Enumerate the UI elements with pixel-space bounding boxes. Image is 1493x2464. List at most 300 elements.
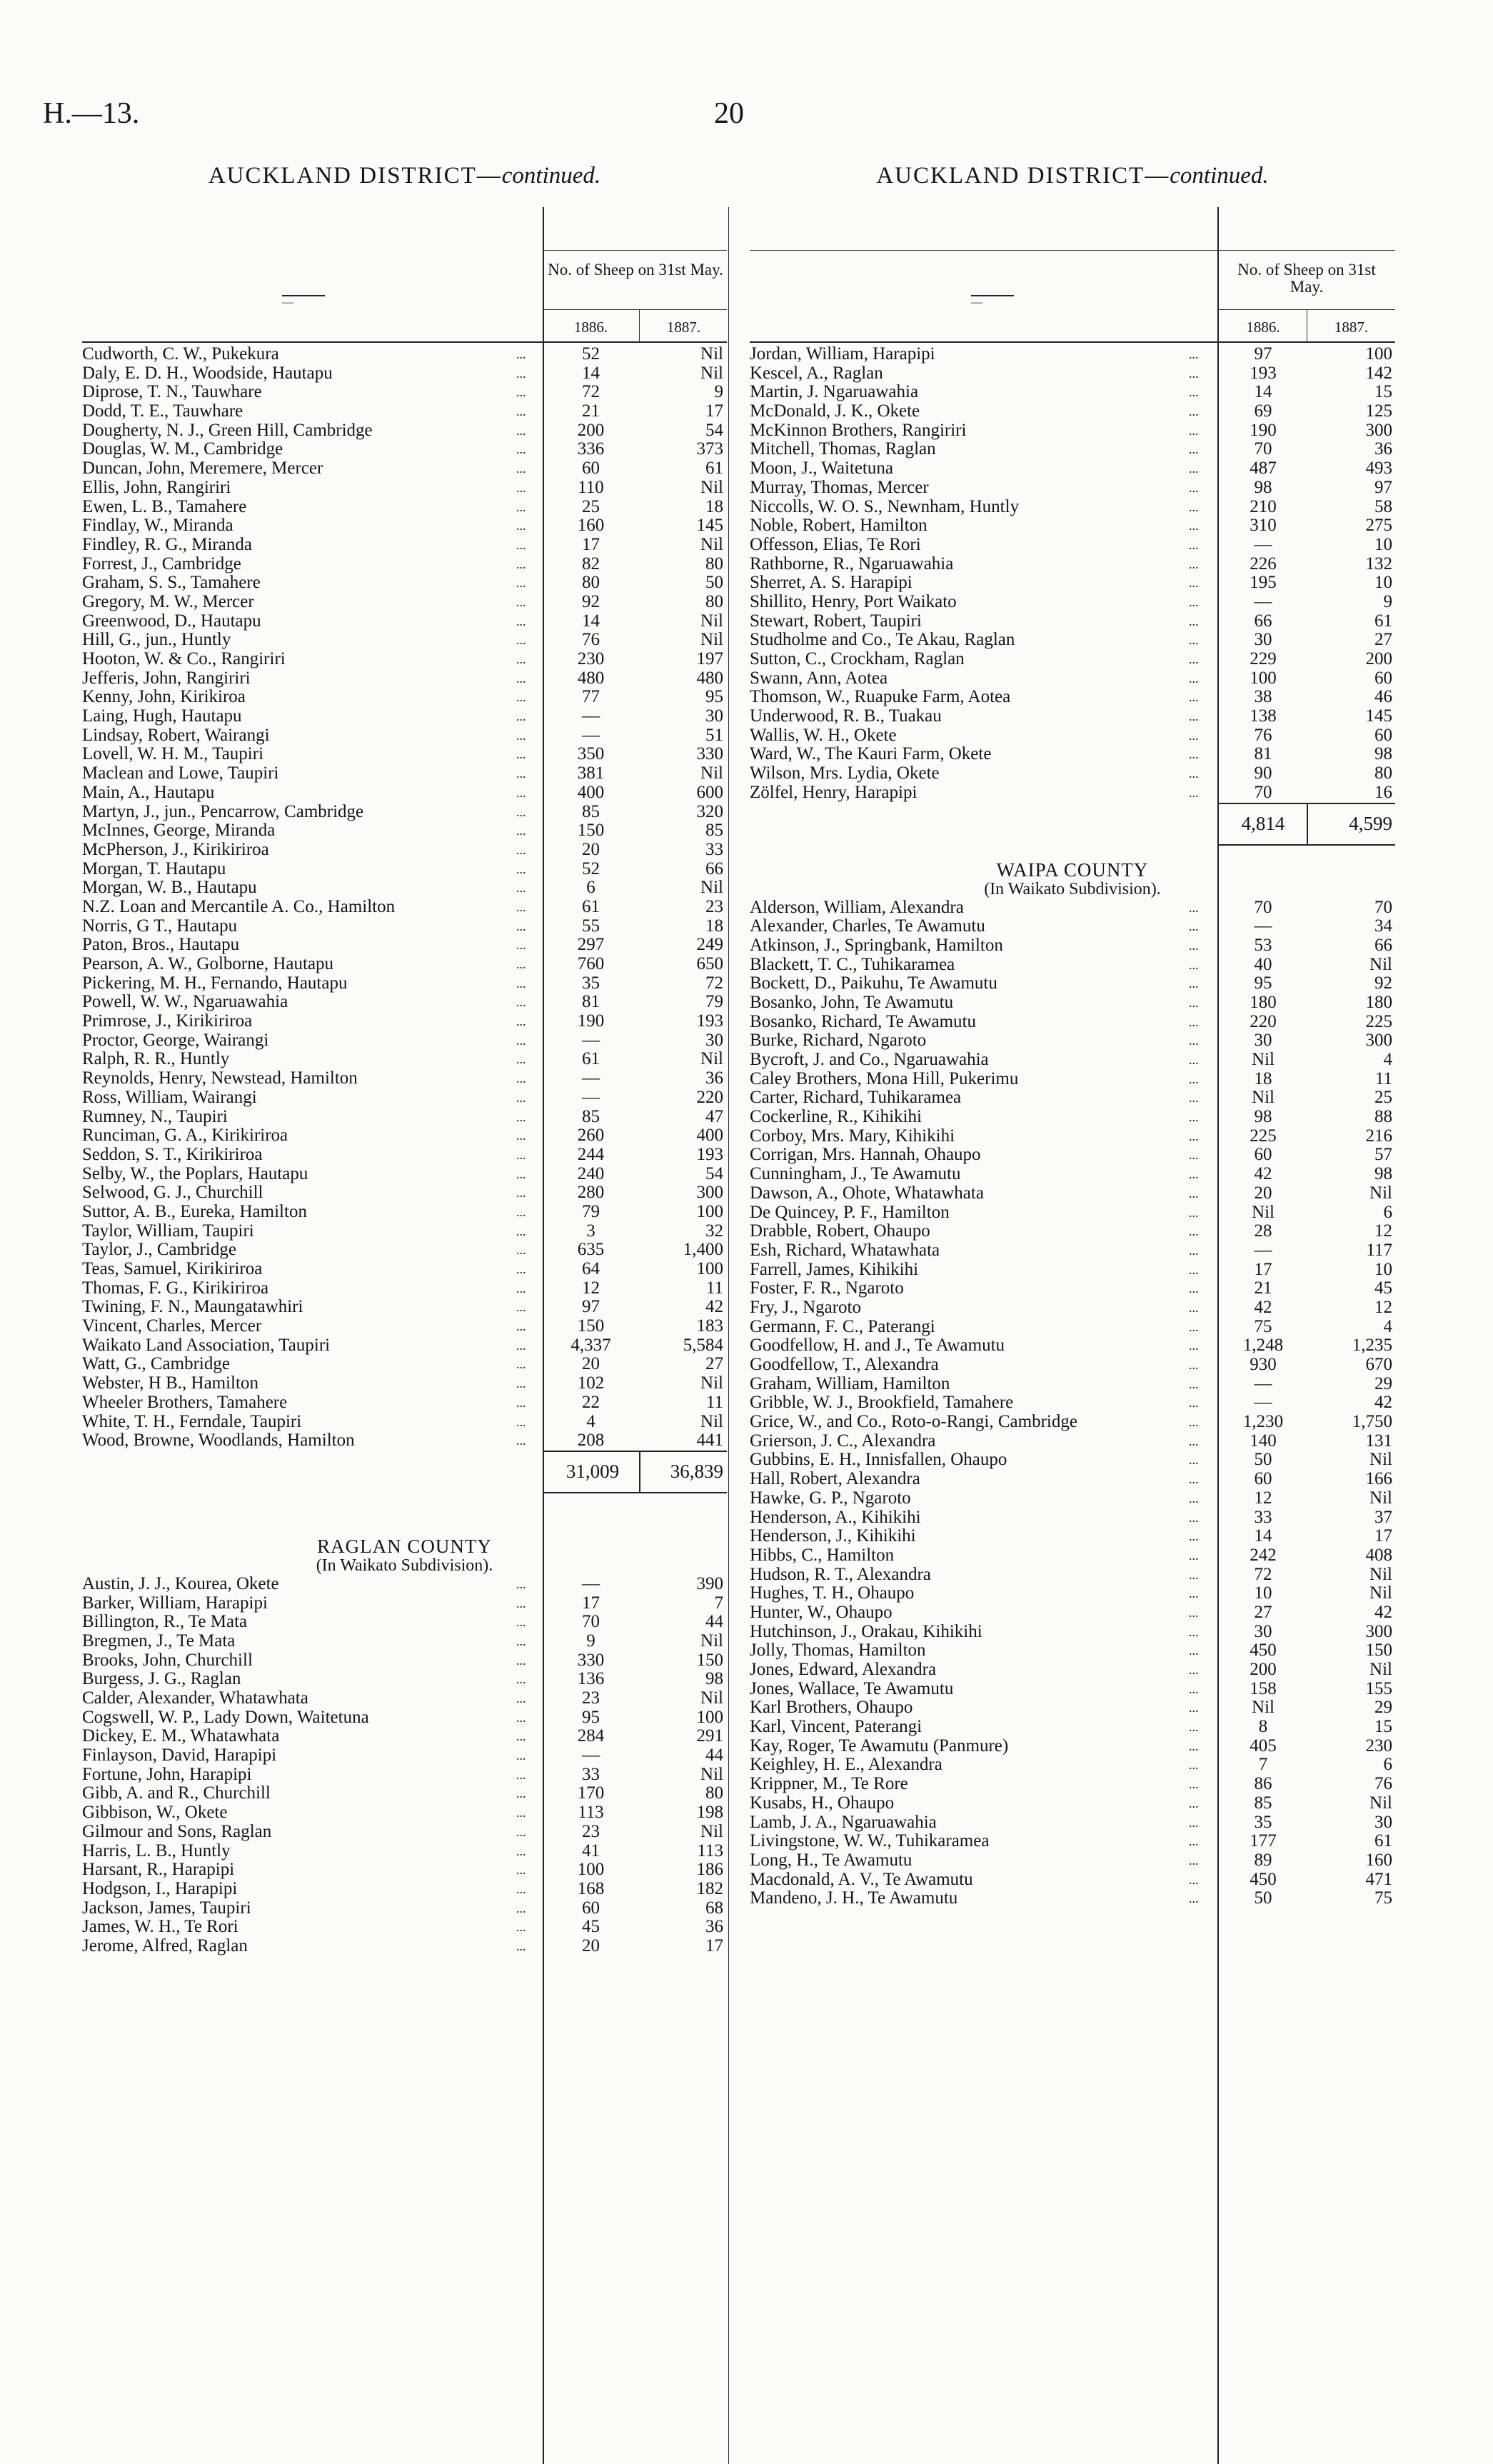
table-row: [750, 1546, 1395, 1566]
table-row: [82, 745, 727, 764]
leader-dots: ...: [516, 1204, 526, 1219]
sheep-1886: —: [1254, 591, 1272, 611]
table-row: [750, 1165, 1395, 1184]
sheep-1886: 14: [582, 611, 600, 631]
entry-name: Henderson, A., Kihikihi: [750, 1508, 921, 1527]
entry-name: Fry, J., Ngaroto: [750, 1298, 862, 1317]
leader-dots: ...: [516, 1376, 526, 1391]
raglan-table-body: [82, 1575, 727, 1956]
sheep-1887: 18: [705, 496, 723, 516]
sheep-1887: 95: [705, 687, 723, 707]
leader-dots: ...: [516, 423, 526, 438]
sheep-1886: 225: [1250, 1126, 1277, 1146]
sheep-1886: 158: [1250, 1678, 1277, 1698]
sheep-1886: 69: [1254, 401, 1272, 421]
sheep-1887: 183: [696, 1316, 723, 1336]
sheep-1886: 193: [1250, 363, 1277, 383]
entry-name: Niccolls, W. O. S., Newnham, Huntly: [750, 497, 1020, 516]
table-row: [750, 1680, 1395, 1699]
leader-dots: ...: [516, 1414, 526, 1429]
sheep-1886: 150: [577, 821, 605, 841]
entry-name: Wheeler Brothers, Tamahere: [82, 1393, 288, 1412]
sheep-1886: 52: [582, 344, 600, 364]
sheep-1887: 10: [1374, 534, 1392, 554]
table-row: [82, 898, 727, 917]
sheep-1886: 310: [1250, 516, 1277, 536]
sheep-1886: 23: [582, 1821, 600, 1841]
entry-name: Hill, G., jun., Huntly: [82, 631, 231, 650]
entry-name: Studholme and Co., Te Akau, Raglan: [750, 631, 1015, 650]
entry-name: Bycroft, J. and Co., Ngaruawahia: [750, 1051, 989, 1069]
sheep-1886: 95: [582, 1707, 600, 1727]
table-row: [82, 1165, 727, 1184]
table-row: [82, 440, 727, 459]
entry-name: Selwood, G. J., Churchill: [82, 1183, 263, 1203]
sheep-1886: 284: [577, 1726, 605, 1746]
sheep-1886: 70: [582, 1612, 600, 1632]
entry-name: Karl Brothers, Ohaupo: [750, 1698, 913, 1718]
table-row: [750, 1584, 1395, 1603]
sheep-1886: 14: [1254, 1526, 1272, 1546]
table-row: [82, 383, 727, 402]
sheep-1886: 190: [577, 1011, 605, 1031]
leader-dots: ...: [1189, 1243, 1199, 1258]
leader-dots: ...: [516, 594, 526, 609]
entry-name: Jolly, Thomas, Hamilton: [750, 1641, 926, 1661]
sheep-1886: 97: [1254, 344, 1272, 364]
leader-dots: ...: [516, 652, 526, 666]
entry-name: Drabble, Robert, Ohaupo: [750, 1222, 930, 1241]
sheep-1886: —: [1254, 1240, 1272, 1260]
sheep-1887: 70: [1374, 897, 1392, 917]
sheep-1887: 373: [696, 439, 723, 459]
right-table-body: [750, 345, 1395, 803]
right-title: [750, 163, 1395, 206]
table-row: [750, 1451, 1395, 1470]
leader-dots: ...: [516, 785, 526, 800]
table-row: [750, 1051, 1395, 1070]
leader-dots: ...: [516, 1843, 526, 1858]
sheep-1886: 82: [582, 554, 600, 574]
leader-dots: ...: [516, 1710, 526, 1725]
entry-name: Laing, Hugh, Hautapu: [82, 707, 242, 726]
leader-dots: ...: [516, 614, 526, 628]
entry-name: Graham, S. S., Tamahere: [82, 574, 261, 593]
sheep-1887: 300: [1365, 1621, 1392, 1641]
sheep-1886: 41: [582, 1841, 600, 1860]
sheep-1887: 330: [696, 744, 723, 764]
sheep-1886: 1,248: [1242, 1336, 1284, 1356]
entry-name: Primrose, J., Kirikiriroa: [82, 1012, 253, 1031]
entry-name: Goodfellow, H. and J., Te Awamutu: [750, 1336, 1005, 1356]
table-row: [750, 612, 1395, 631]
table-row: [750, 1775, 1395, 1794]
sheep-1886: 38: [1254, 687, 1272, 707]
table-row: [750, 421, 1395, 441]
right-year-1886: 1886.: [1246, 319, 1280, 336]
sheep-1886: 150: [577, 1316, 605, 1336]
sheep-1886: 85: [1254, 1793, 1272, 1813]
entry-name: Kescel, A., Raglan: [750, 364, 883, 383]
leader-dots: ...: [1189, 1605, 1199, 1620]
table-row: [82, 1937, 727, 1956]
sheep-1887: 10: [1374, 573, 1392, 593]
leader-dots: ...: [516, 1615, 526, 1630]
entry-name: Gribble, W. J., Brookfield, Tamahere: [750, 1393, 1014, 1413]
leader-dots: ...: [1189, 1738, 1199, 1753]
table-row: [82, 498, 727, 517]
table-row: [82, 993, 727, 1012]
sheep-1886: Nil: [1252, 1050, 1275, 1069]
table-row: [750, 1718, 1395, 1737]
leader-dots: ...: [516, 385, 526, 400]
entry-name: Atkinson, J., Springbank, Hamilton: [750, 936, 1003, 955]
sheep-1887: 1,235: [1352, 1336, 1392, 1356]
sheep-1887: 17: [705, 1935, 723, 1955]
sheep-1886: 260: [577, 1126, 605, 1146]
table-row: [750, 1698, 1395, 1718]
leader-dots: ...: [1189, 519, 1199, 534]
sheep-1886: 180: [1250, 992, 1277, 1012]
sheep-1887: 300: [696, 1183, 723, 1203]
table-row: [82, 345, 727, 364]
sheep-1886: 170: [577, 1783, 605, 1803]
entry-name: Austin, J. J., Kourea, Okete: [82, 1574, 279, 1593]
entry-name: Martin, J. Ngaruawahia: [750, 383, 919, 402]
sheep-1886: 95: [1254, 973, 1272, 993]
entry-name: McInnes, George, Miranda: [82, 821, 276, 841]
sheep-1887: 197: [696, 649, 723, 668]
table-row: [750, 650, 1395, 669]
leader-dots: ...: [516, 690, 526, 705]
sheep-1887: 15: [1374, 382, 1392, 402]
sheep-1887: 15: [1374, 1717, 1392, 1737]
leader-dots: ...: [1189, 404, 1199, 419]
table-row: [750, 1108, 1395, 1127]
table-row: [82, 1069, 727, 1088]
table-row: [82, 1880, 727, 1899]
sheep-1887: 98: [1374, 1164, 1392, 1184]
sheep-1886: 85: [582, 1106, 600, 1126]
table-row: [82, 1108, 727, 1127]
sheep-1886: 79: [582, 1201, 600, 1221]
sheep-1886: 160: [577, 516, 605, 536]
table-row: [82, 707, 727, 726]
leader-dots: ...: [1189, 499, 1199, 514]
table-row: [750, 1318, 1395, 1337]
table-row: [82, 917, 727, 936]
sheep-1886: 8: [1258, 1717, 1268, 1737]
sheep-1887: Nil: [700, 1764, 723, 1784]
entry-name: Gibbison, W., Okete: [82, 1803, 228, 1823]
sheep-1887: 5,584: [683, 1335, 723, 1355]
leader-dots: ...: [516, 747, 526, 762]
entry-name: Noble, Robert, Hamilton: [750, 516, 928, 536]
leader-dots: ...: [516, 1186, 526, 1201]
sheep-1887: 650: [696, 954, 723, 973]
sheep-1887: 32: [705, 1221, 723, 1241]
sheep-1886: 138: [1250, 706, 1277, 726]
entry-name: Krippner, M., Te Rore: [750, 1775, 908, 1794]
sheep-1887: 42: [705, 1297, 723, 1317]
sheep-1887: 600: [696, 782, 723, 802]
sheep-1886: 230: [577, 649, 605, 668]
entry-name: Alexander, Charles, Te Awamutu: [750, 917, 985, 936]
sheep-1887: Nil: [700, 878, 723, 898]
left-table-header: [82, 206, 727, 345]
table-row: [750, 1088, 1395, 1108]
sheep-1886: 61: [582, 1049, 600, 1069]
entry-name: Greenwood, D., Hautapu: [82, 611, 261, 631]
table-row: [750, 1070, 1395, 1089]
sheep-1886: 195: [1250, 573, 1277, 593]
raglan-subdivision: (In Waikato Subdivision).: [316, 1556, 493, 1575]
sheep-1887: 193: [696, 1144, 723, 1164]
table-row: [82, 1860, 727, 1880]
entry-name: Douglas, W. M., Cambridge: [82, 440, 283, 459]
sheep-1887: 6: [1383, 1755, 1392, 1775]
leader-dots: ...: [1189, 957, 1199, 972]
sheep-1887: 80: [1374, 763, 1392, 783]
table-row: [750, 1336, 1395, 1356]
left-title-main: AUCKLAND DISTRICT—: [208, 163, 502, 189]
sheep-1887: Nil: [700, 363, 723, 383]
sheep-1887: 1,750: [1352, 1412, 1392, 1432]
entry-name: Dawson, A., Ohote, Whatawhata: [750, 1183, 984, 1203]
table-row: [750, 726, 1395, 746]
table-row: [750, 669, 1395, 688]
entry-name: Rathborne, R., Ngaruawahia: [750, 554, 954, 574]
entry-name: McPherson, J., Kirikiriroa: [82, 840, 269, 859]
table-row: [750, 593, 1395, 612]
table-row: [82, 650, 727, 669]
sheep-1886: 92: [582, 591, 600, 611]
entry-name: Kusabs, H., Ohaupo: [750, 1793, 895, 1813]
table-row: [82, 1374, 727, 1393]
sheep-1887: 57: [1374, 1145, 1392, 1165]
entry-name: Gubbins, E. H., Innisfallen, Ohaupo: [750, 1451, 1007, 1470]
sheep-1886: —: [1254, 1393, 1272, 1413]
entry-name: Wood, Browne, Woodlands, Hamilton: [82, 1431, 355, 1451]
entry-name: Alderson, William, Alexandra: [750, 898, 964, 917]
sheep-1886: Nil: [1252, 1698, 1275, 1718]
entry-name: Esh, Richard, Whatawhata: [750, 1241, 940, 1260]
sheep-1887: 98: [1374, 744, 1392, 764]
entry-name: Livingstone, W. W., Tuhikaramea: [750, 1832, 990, 1851]
leader-dots: ...: [1189, 900, 1199, 915]
leader-dots: ...: [1189, 728, 1199, 743]
table-row: [82, 1575, 727, 1594]
sheep-1886: 20: [582, 839, 600, 859]
sheep-1886: 17: [582, 1593, 600, 1613]
entry-name: Macdonald, A. V., Te Awamutu: [750, 1870, 973, 1889]
table-row: [750, 1508, 1395, 1528]
sheep-1887: 100: [696, 1259, 723, 1278]
entry-name: Reynolds, Henry, Newstead, Hamilton: [82, 1069, 358, 1088]
leader-dots: ...: [1189, 1300, 1199, 1315]
sheep-1886: 226: [1250, 554, 1277, 574]
entry-name: Jefferis, John, Rangiriri: [82, 668, 251, 688]
sheep-1887: 29: [1374, 1698, 1392, 1718]
sheep-1887: 131: [1365, 1431, 1392, 1451]
leader-dots: ...: [1189, 461, 1199, 476]
sheep-1887: 1,400: [683, 1240, 723, 1260]
table-row: [82, 421, 727, 441]
entry-name: Corboy, Mrs. Mary, Kihikihi: [750, 1126, 955, 1146]
sheep-1886: 80: [582, 573, 600, 593]
leader-dots: ...: [516, 1395, 526, 1410]
sheep-1886: 60: [1254, 1469, 1272, 1489]
sheep-1887: Nil: [700, 1049, 723, 1069]
leader-dots: ...: [516, 1223, 526, 1238]
table-row: [750, 1603, 1395, 1623]
sheep-1886: 60: [1254, 1145, 1272, 1165]
table-row: [750, 993, 1395, 1013]
leader-dots: ...: [1189, 1891, 1199, 1906]
leader-dots: ...: [516, 1576, 526, 1591]
table-row: [750, 1870, 1395, 1890]
entry-name: Mitchell, Thomas, Raglan: [750, 440, 936, 459]
table-row: [82, 821, 727, 841]
leader-dots: ...: [1189, 423, 1199, 438]
table-row: [82, 574, 727, 593]
left-total-1887: 36,839: [670, 1460, 723, 1482]
table-row: [750, 536, 1395, 555]
leader-dots: ...: [516, 1881, 526, 1896]
sheep-1886: 17: [582, 534, 600, 554]
leader-dots: ...: [516, 728, 526, 743]
entry-name: Caley Brothers, Mona Hill, Pukerimu: [750, 1069, 1019, 1088]
leader-dots: ...: [1189, 671, 1199, 686]
table-row: [750, 1813, 1395, 1833]
entry-name: Vincent, Charles, Mercer: [82, 1317, 262, 1336]
sheep-1887: Nil: [700, 344, 723, 364]
sheep-1887: 17: [705, 401, 723, 421]
table-row: [82, 364, 727, 384]
entry-name: Main, A., Hautapu: [82, 783, 215, 802]
table-row: [82, 612, 727, 631]
entry-name: Keighley, H. E., Alexandra: [750, 1756, 942, 1775]
leader-dots: ...: [1189, 1796, 1199, 1811]
sheep-1886: 100: [1250, 668, 1277, 688]
sheep-1887: 198: [696, 1803, 723, 1823]
sheep-1886: 72: [582, 382, 600, 402]
sheep-1886: 33: [1254, 1507, 1272, 1527]
sheep-1887: 100: [696, 1201, 723, 1221]
leader-dots: ...: [516, 576, 526, 591]
sheep-1887: 25: [1374, 1088, 1392, 1108]
leader-dots: ...: [1189, 1433, 1199, 1448]
leader-dots: ...: [1189, 1205, 1199, 1220]
entry-name: Cogswell, W. P., Lady Down, Waitetuna: [82, 1708, 369, 1727]
sheep-1887: 225: [1365, 1011, 1392, 1031]
entry-name: Moon, J., Waitetuna: [750, 459, 893, 479]
table-row: [750, 745, 1395, 764]
table-row: [82, 955, 727, 974]
table-row: [750, 516, 1395, 536]
entry-name: Lindsay, Robert, Wairangi: [82, 726, 270, 745]
leader-dots: ...: [516, 709, 526, 724]
entry-name: Jordan, William, Harapipi: [750, 345, 935, 364]
leader-dots: ...: [516, 461, 526, 476]
entry-name: McKinnon Brothers, Rangiriri: [750, 421, 967, 440]
sheep-1887: 80: [705, 554, 723, 574]
sheep-1887: 155: [1365, 1678, 1392, 1698]
sheep-1886: 14: [1254, 382, 1272, 402]
entry-name: Hudson, R. T., Alexandra: [750, 1565, 931, 1584]
sheep-1886: 102: [577, 1373, 605, 1393]
leader-dots: ...: [516, 1147, 526, 1162]
sheep-1887: 145: [696, 516, 723, 536]
sheep-1887: 66: [1374, 935, 1392, 955]
sheep-1887: Nil: [700, 534, 723, 554]
sheep-1886: —: [582, 1573, 600, 1593]
table-row: [82, 516, 727, 536]
leader-dots: ...: [516, 1938, 526, 1953]
leader-dots: ...: [1189, 1720, 1199, 1735]
leader-dots: ...: [516, 671, 526, 686]
table-row: [82, 1241, 727, 1260]
sheep-1887: 113: [697, 1841, 723, 1860]
entry-name: Hawke, G. P., Ngaroto: [750, 1488, 911, 1508]
entry-name: Goodfellow, T., Alexandra: [750, 1356, 939, 1374]
leader-dots: ...: [1189, 1777, 1199, 1792]
sheep-1887: 75: [1374, 1888, 1392, 1908]
sheep-1887: 44: [705, 1746, 723, 1766]
table-row: [82, 1031, 727, 1051]
leader-dots: ...: [516, 519, 526, 534]
entry-name: Jones, Wallace, Te Awamutu: [750, 1679, 954, 1698]
leader-dots: ...: [1189, 1224, 1199, 1239]
sheep-1887: 300: [1365, 420, 1392, 440]
sheep-1886: 27: [1254, 1602, 1272, 1622]
leader-dots: ...: [1189, 1186, 1199, 1201]
sheep-1886: 35: [1254, 1812, 1272, 1832]
table-row: [82, 1727, 727, 1746]
leader-dots: ...: [516, 957, 526, 971]
entry-name: Rumney, N., Taupiri: [82, 1107, 228, 1126]
table-row: [82, 1050, 727, 1069]
sheep-1886: 208: [577, 1431, 605, 1451]
sheep-1886: 6: [586, 878, 595, 898]
sheep-1886: 190: [1250, 420, 1277, 440]
sheep-1886: 297: [577, 935, 605, 955]
leader-dots: ...: [516, 1014, 526, 1029]
sheep-1886: 98: [1254, 1107, 1272, 1127]
entry-name: Lovell, W. H. M., Taupiri: [82, 745, 264, 764]
leader-dots: ...: [1189, 1167, 1199, 1182]
leader-dots: ...: [516, 1338, 526, 1353]
sheep-1887: 16: [1374, 782, 1392, 802]
entry-name: Swann, Ann, Aotea: [750, 668, 888, 688]
sheep-1887: 400: [696, 1126, 723, 1146]
leader-dots: ...: [1189, 1529, 1199, 1544]
entry-name: Stewart, Robert, Taupiri: [750, 611, 922, 631]
table-row: [750, 936, 1395, 956]
leader-dots: ...: [516, 480, 526, 495]
leader-dots: ...: [516, 1109, 526, 1124]
sheep-1886: 40: [1254, 954, 1272, 974]
table-row: [750, 1889, 1395, 1908]
leader-dots: ...: [1189, 1281, 1199, 1296]
entry-name: Ross, William, Wairangi: [82, 1088, 257, 1107]
leader-dots: ...: [516, 1767, 526, 1782]
table-row: [750, 1641, 1395, 1661]
entry-name: Seddon, S. T., Kirikiriroa: [82, 1145, 263, 1164]
sheep-1887: 182: [696, 1878, 723, 1898]
sheep-1887: Nil: [1369, 1660, 1392, 1679]
sheep-1887: 36: [705, 1068, 723, 1088]
